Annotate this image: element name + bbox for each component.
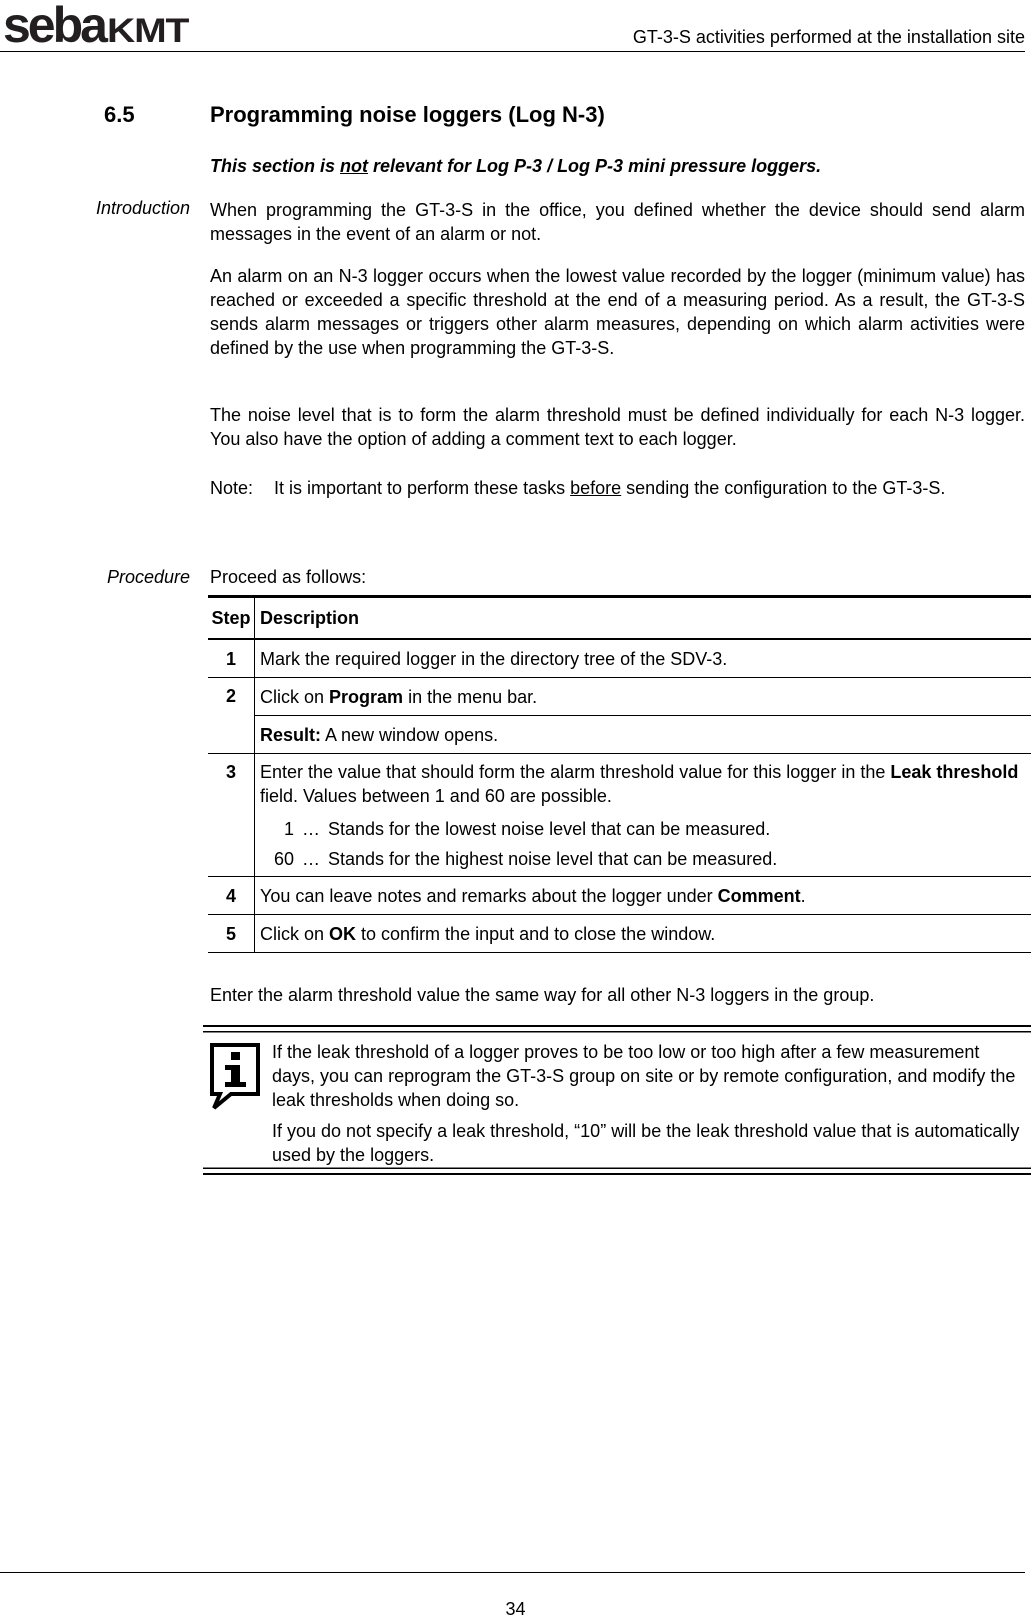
step4-post: . (801, 886, 806, 906)
note-pre: It is important to perform these tasks (274, 478, 570, 498)
intro-paragraph-2: An alarm on an N-3 logger occurs when the lowest value recorded by the logger (minimum value) has reached or exceeded a specific threshold at the end of a measuring period. As a result, the GT-3-S sends alarm messages or triggers other alarm measures, depending on which alarm activities were defined by the use when programming the GT-3-S. (210, 264, 1025, 360)
value-range-list (260, 808, 1026, 874)
step5-post: to confirm the input and to close the window. (356, 924, 715, 944)
table-row (208, 716, 1031, 754)
column-header-description: Description (255, 597, 1031, 640)
table-row (208, 754, 1031, 877)
relevance-note (210, 154, 821, 178)
info-box-top-rule (203, 1025, 1031, 1027)
section-number: 6.5 (104, 101, 135, 129)
table-row (208, 678, 1031, 716)
range-description: Stands for the highest noise level that can be measured. (328, 844, 777, 874)
step3-text (260, 760, 1026, 808)
note-post: sending the configuration to the GT-3-S. (621, 478, 945, 498)
step-number: 4 (208, 877, 255, 915)
intro-paragraph-1: When programming the GT-3-S in the office, you defined whether the device should send alarm messages in the event of an alarm or not. (210, 198, 1025, 246)
step4-bold: Comment (718, 886, 801, 906)
step5-bold: OK (329, 924, 356, 944)
range-description: Stands for the lowest noise level that can be measured. (328, 814, 770, 844)
step4-pre: You can leave notes and remarks about the logger under (260, 886, 718, 906)
step3-post: field. Values between 1 and 60 are possible. (260, 786, 612, 806)
info-icon (209, 1042, 261, 1110)
range-ellipsis: … (294, 814, 328, 844)
introduction-label: Introduction (0, 196, 190, 220)
step-description: Mark the required logger in the directory tree of the SDV-3. (255, 639, 1031, 678)
step-description (255, 754, 1031, 877)
table-row (208, 877, 1031, 915)
procedure-label: Procedure (0, 565, 190, 589)
note-emphasis: before (570, 478, 621, 498)
info-box-bottom-rule (203, 1173, 1031, 1175)
info-paragraph-2: If you do not specify a leak threshold, “10” will be the leak threshold value that is automatically used by the loggers. (272, 1119, 1027, 1167)
sebakmt-logo (3, 4, 225, 46)
note-text (274, 476, 974, 500)
step-number: 5 (208, 915, 255, 953)
intro-paragraph-3: The noise level that is to form the alarm threshold must be defined individually for each N-3 logger. You also have the option of adding a comment text to each logger. (210, 403, 1025, 451)
note-label: Note: (210, 476, 253, 500)
table-header-row (208, 597, 1031, 640)
step-description (255, 877, 1031, 915)
step3-bold: Leak threshold (890, 762, 1018, 782)
page-number: 34 (0, 1597, 1031, 1621)
step-result (255, 716, 1031, 754)
list-item (260, 814, 1026, 844)
step2-bold: Program (329, 687, 403, 707)
relevance-post: relevant for Log P-3 / Log P-3 mini pressure loggers. (368, 156, 821, 176)
result-label: Result: (260, 725, 321, 745)
info-paragraph-1: If the leak threshold of a logger proves to be too low or too high after a few measurement days, you can reprogram the GT-3-S group on site or by remote configuration, and modify the leak thresholds when doing so. (272, 1040, 1027, 1112)
step2-post: in the menu bar. (403, 687, 537, 707)
step-number: 3 (208, 754, 255, 877)
logo-seba-text: seba (3, 0, 105, 53)
step3-pre: Enter the value that should form the alarm threshold value for this logger in the (260, 762, 890, 782)
list-item (260, 844, 1026, 874)
column-header-step: Step (208, 597, 255, 640)
procedure-lead: Proceed as follows: (210, 565, 1025, 589)
running-header: GT-3-S activities performed at the installation site (633, 26, 1025, 48)
step-description (255, 915, 1031, 953)
range-value: 60 (260, 844, 294, 874)
range-ellipsis: … (294, 844, 328, 874)
range-value: 1 (260, 814, 294, 844)
relevance-pre: This section is (210, 156, 340, 176)
section-title: Programming noise loggers (Log N-3) (210, 101, 605, 129)
steps-table (208, 595, 1031, 953)
table-row (208, 915, 1031, 953)
procedure-closing: Enter the alarm threshold value the same way for all other N-3 loggers in the group. (210, 983, 1025, 1007)
logo-kmt-text: KMT (107, 10, 188, 52)
step-number: 1 (208, 639, 255, 678)
result-text: A new window opens. (321, 725, 498, 745)
info-text (272, 1040, 1027, 1174)
header-rule (0, 51, 1025, 52)
relevance-emphasis: not (340, 156, 368, 176)
table-row (208, 639, 1031, 678)
step5-pre: Click on (260, 924, 329, 944)
step-number: 2 (208, 678, 255, 754)
footer-rule (0, 1572, 1025, 1573)
step-description (255, 678, 1031, 716)
step2-pre: Click on (260, 687, 329, 707)
